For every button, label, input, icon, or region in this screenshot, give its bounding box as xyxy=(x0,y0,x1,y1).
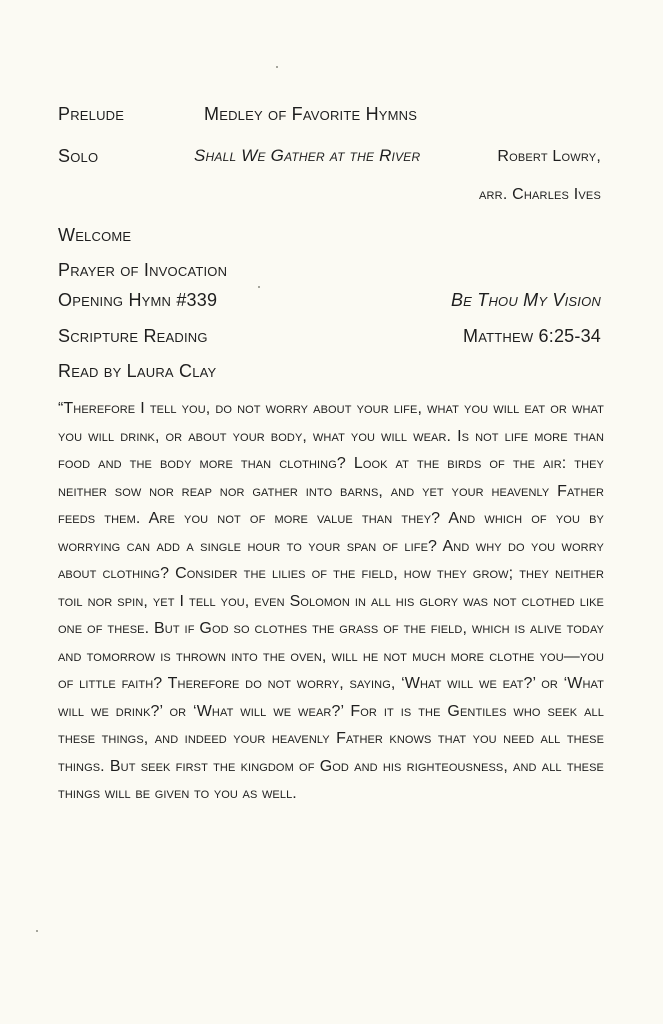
invocation-label: Prayer of Invocation xyxy=(58,260,228,280)
prelude-title: Medley of Favorite Hymns xyxy=(204,104,418,124)
solo-title: Shall We Gather at the River xyxy=(194,146,421,165)
paper-speck xyxy=(36,930,38,932)
scripture-text: “Therefore I tell you, do not worry about your life, what you will eat or what you will drink, or about your body, what you will wear. Is not life more than food and the body more than clothing? Look at the birds of the air: they neither sow nor reap nor gather into barns, and yet your heavenly Father feeds them. Are you not of more value than they? And which of you by worrying can add a single hour to your span of life? And why do you worry about clothing? Consider the lilies of the field, how they grow; they neither toil nor spin, yet I tell you, even Solomon in all his glory was not clothed like one of these. But if God so clothes the grass of the field, which is alive today and tomorrow is thrown into the oven, will he not much more clothe you—you of little faith? Therefore do not worry, saying, ‘What will we eat?’ or ‘What will we drink?’ or ‘What will we wear?’ For it is the Gentiles who seek all these things, and indeed your heavenly Father knows that you need all these things. But seek first the kingdom of God and his righteousness, and all these things will be given to you as well. xyxy=(58,400,604,802)
scripture-reference: Matthew 6:25-34 xyxy=(463,326,601,346)
solo-composer: Robert Lowry, xyxy=(497,148,601,165)
scripture-label: Scripture Reading xyxy=(58,326,208,346)
paper-speck xyxy=(276,66,278,68)
welcome-label: Welcome xyxy=(58,225,132,245)
solo-arranger: arr. Charles Ives xyxy=(479,186,601,203)
opening-hymn-title: Be Thou My Vision xyxy=(450,290,601,310)
solo-label: Solo xyxy=(58,146,99,166)
prelude-label: Prelude xyxy=(58,104,125,124)
opening-hymn-label: Opening Hymn #339 xyxy=(58,290,218,310)
reader-label: Read by Laura Clay xyxy=(58,361,217,381)
paper-speck xyxy=(258,286,260,288)
